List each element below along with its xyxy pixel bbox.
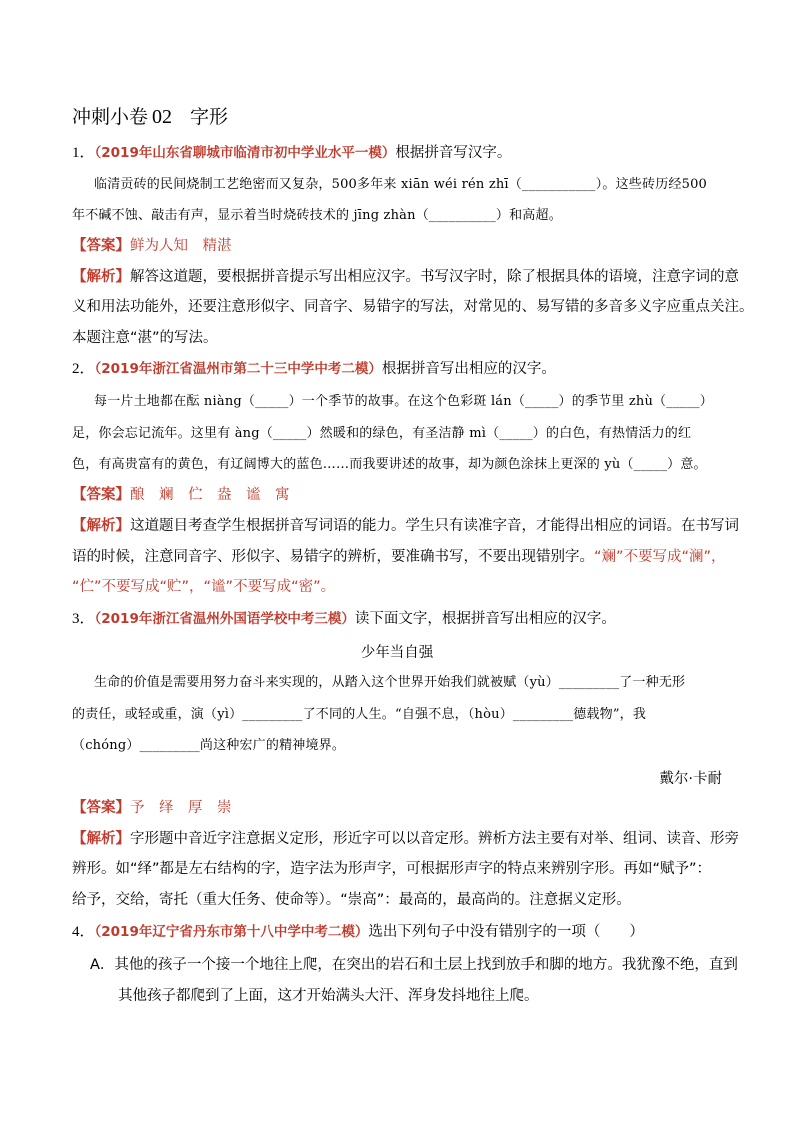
q2-answer-text: 酿 斓 伫 盎 谧 寓	[130, 487, 290, 503]
q3-source: （2019年浙江省温州外国语学校中考三模）	[94, 611, 355, 627]
q2-prompt: 根据拼音写出相应的汉字。	[381, 361, 556, 377]
q3-passage-line-1: 生命的价值是需要用努力奋斗来实现的，从踏入这个世界开始我们就被赋（yù）_________了一种无形	[94, 675, 686, 690]
q1-analysis-line-2: 义和用法功能外，还要注意形似字、同音字、易错字的写法，对常见的、易写错的多音多义字应重点关注。	[72, 299, 754, 315]
q2-analysis-text-2b: “斓”不要写成“澜”，	[594, 549, 726, 565]
q4-option-a-line-1: A．其他的孩子一个接一个地往上爬，在突出的岩石和土层上找到放手和脚的地方。我犹豫不绝，直到	[90, 957, 738, 973]
q4-header	[72, 922, 644, 942]
q2-answer	[72, 485, 290, 505]
title-subject: 字形	[190, 106, 229, 128]
q1-source: （2019年山东省聊城市临清市初中学业水平一模）	[94, 145, 396, 161]
q3-prompt: 读下面文字，根据拼音写出相应的汉字。	[354, 611, 616, 627]
q2-analysis-tag: 【解析】	[72, 518, 130, 534]
q2-source: （2019年浙江省温州市第二十三中学中考二模）	[94, 361, 382, 377]
q1-number: 1．	[72, 145, 95, 161]
q3-analysis-text-1: 字形题中音近字注意据义定形，形近字可以以音定形。辨析方法主要有对举、组词、读音、形旁	[130, 831, 739, 847]
q3-author: 戴尔·卡耐	[659, 771, 722, 787]
q4-option-a-line-2: 其他孩子都爬到了上面，这才开始满头大汗、浑身发抖地往上爬。	[118, 988, 539, 1004]
q4-prompt: 选出下列句子中没有错别字的一项（ ）	[368, 924, 644, 940]
q2-analysis-text-1: 这道题目考查学生根据拼音写词语的能力。学生只有读准字音，才能得出相应的词语。在书写词	[130, 518, 739, 534]
q1-passage-line-2: 年不碱不蚀、敲击有声，显示着当时烧砖技术的 jīng zhàn（__________）和高超。	[72, 208, 562, 223]
title-prefix: 冲刺小卷	[72, 106, 149, 128]
q1-answer-text: 鲜为人知 精湛	[130, 238, 232, 254]
q2-passage-line-2: 足，你会忘记流年。这里有 àng（_____）然暖和的绿色，有圣洁静 mì（_____）的白色，有热情活力的红	[72, 426, 692, 441]
q3-essay-title: 少年当自强	[360, 645, 434, 661]
q4-source: （2019年辽宁省丹东市第十八中学中考二模）	[94, 924, 369, 940]
q2-analysis-line-3: “伫”不要写成“贮”，“谧”不要写成“密”。	[72, 579, 336, 595]
q3-number: 3．	[72, 611, 95, 627]
q1-analysis-line-1	[72, 267, 739, 287]
q1-analysis-line-3: 本题注意“湛”的写法。	[72, 330, 218, 346]
q3-analysis-line-3: 给予，交给，寄托（重大任务、使命等）。“崇高”：最高的，最高尚的。注意据义定形。	[72, 892, 631, 908]
q2-analysis-line-1	[72, 516, 739, 536]
q1-prompt: 根据拼音写汉字。	[395, 145, 512, 161]
q2-answer-tag: 【答案】	[72, 487, 130, 503]
q3-passage-line-2: 的责任，或轻或重，演（yì）_________了不同的人生。“自强不息，（hòu）_________德载物”，我	[72, 707, 647, 722]
q3-answer-text: 予 绎 厚 崇	[130, 800, 232, 816]
q3-analysis-line-1	[72, 829, 739, 849]
q3-answer-tag: 【答案】	[72, 800, 130, 816]
q3-analysis-tag: 【解析】	[72, 831, 130, 847]
title-number: 02	[152, 106, 173, 128]
q1-passage-line-1: 临清贡砖的民间烧制工艺绝密而又复杂，500多年来 xiān wéi rén zhī（___________）。这些砖历经500	[94, 177, 708, 192]
q1-analysis-text-1: 解答这道题，要根据拼音提示写出相应汉字。书写汉字时，除了根据具体的语境，注意字词的意	[130, 269, 739, 285]
q2-passage-line-3: 色，有高贵富有的黄色，有辽阔博大的蓝色……而我要讲述的故事，却为颜色涂抹上更深的 yù（_____）意。	[72, 457, 707, 472]
q3-passage-line-3: （chóng）_________尚这种宏广的精神境界。	[72, 738, 346, 753]
q2-analysis-line-2	[72, 547, 726, 567]
q1-answer-tag: 【答案】	[72, 238, 130, 254]
q3-answer	[72, 798, 232, 818]
page-title	[72, 102, 228, 129]
q4-number: 4．	[72, 924, 95, 940]
q2-analysis-text-2a: 语的时候，注意同音字、形似字、易错字的辨析，要准确书写，不要出现错别字。	[72, 549, 594, 565]
q2-header	[72, 359, 556, 379]
q1-analysis-tag: 【解析】	[72, 269, 130, 285]
q2-number: 2．	[72, 361, 95, 377]
q1-header	[72, 143, 511, 163]
q2-passage-line-1: 每一片土地都在酝 niàng（_____）一个季节的故事。在这个色彩斑 lán（_____）的季节里 zhù（_____）	[94, 394, 713, 409]
q1-answer	[72, 236, 232, 256]
q3-header	[72, 609, 616, 629]
q3-analysis-line-2: 辨形。如“绎”都是左右结构的字，造字法为形声字，可根据形声字的特点来辨别字形。再如“赋予”：	[72, 861, 712, 877]
